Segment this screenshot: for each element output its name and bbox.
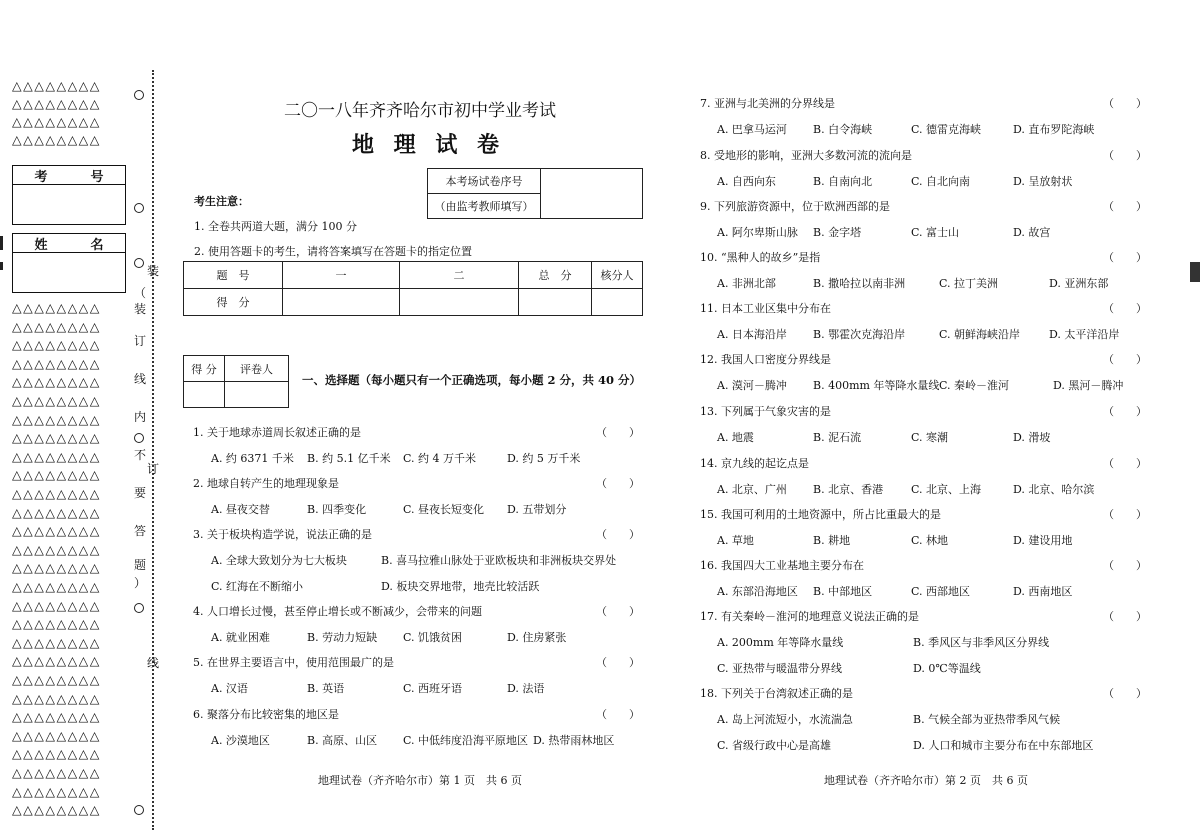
answer-option[interactable]: C. 德雷克海峡 bbox=[911, 123, 982, 136]
question-stem: 10. “黑种人的故乡”是指 bbox=[700, 251, 821, 264]
grader-score-label: 得 分 bbox=[184, 356, 225, 382]
seat-box-label: 本考场试卷序号 bbox=[428, 169, 541, 194]
answer-option[interactable]: D. 北京、哈尔滨 bbox=[1013, 483, 1095, 496]
triangle-row: △△△△△△△△ bbox=[12, 690, 101, 706]
answer-option[interactable]: B. 鄂霍次克海沿岸 bbox=[813, 328, 906, 341]
answer-option[interactable]: C. 秦岭－淮河 bbox=[939, 379, 1010, 392]
question-stem: 16. 我国四大工业基地主要分布在 bbox=[700, 559, 864, 572]
question-stem: 3. 关于板块构造学说，说法正确的是 bbox=[193, 528, 372, 541]
binding-char: 装 bbox=[146, 264, 159, 278]
seat-number-box bbox=[427, 168, 643, 219]
answer-option[interactable]: B. 气候全部为亚热带季风气候 bbox=[913, 713, 1061, 726]
answer-option[interactable]: C. 西班牙语 bbox=[403, 682, 463, 695]
triangle-row: △△△△△△△△ bbox=[12, 337, 101, 353]
question-stem: 18. 下列关于台湾叙述正确的是 bbox=[700, 687, 853, 700]
answer-option[interactable]: C. 拉丁美洲 bbox=[939, 277, 999, 290]
triangle-row: △△△△△△△△ bbox=[12, 430, 101, 446]
question-stem: 17. 有关秦岭－淮河的地理意义说法正确的是 bbox=[700, 610, 919, 623]
answer-bracket[interactable]: （ ） bbox=[1103, 149, 1147, 162]
answer-bracket[interactable]: （ ） bbox=[596, 656, 640, 669]
score-cell[interactable] bbox=[519, 289, 592, 316]
score-cell[interactable] bbox=[283, 289, 400, 316]
answer-option[interactable]: A. 日本海沿岸 bbox=[717, 328, 787, 341]
score-table-header: 题 号 bbox=[184, 262, 283, 289]
answer-option[interactable]: C. 北京、上海 bbox=[911, 483, 982, 496]
grader-name-cell[interactable] bbox=[225, 382, 289, 408]
grader-box bbox=[183, 355, 289, 408]
section-title: 一、选择题（每小题只有一个正确选项，每小题 2 分，共 40 分） bbox=[302, 373, 642, 387]
answer-option[interactable]: C. 约 4 万千米 bbox=[403, 452, 477, 465]
answer-bracket[interactable]: （ ） bbox=[1103, 302, 1147, 315]
answer-option[interactable]: D. 呈放射状 bbox=[1013, 175, 1073, 188]
answer-bracket[interactable]: （ ） bbox=[596, 426, 640, 439]
answer-option[interactable]: C. 省级行政中心是高雄 bbox=[717, 739, 832, 752]
scan-edge-mark bbox=[0, 236, 3, 250]
triangle-row: △△△△△△△△ bbox=[12, 318, 101, 334]
answer-option[interactable]: B. 四季变化 bbox=[307, 503, 367, 516]
question-stem: 13. 下列属于气象灾害的是 bbox=[700, 405, 831, 418]
answer-option[interactable]: A. 阿尔卑斯山脉 bbox=[717, 226, 798, 239]
answer-option[interactable]: D. 0℃等温线 bbox=[913, 662, 981, 675]
answer-option[interactable]: D. 热带雨林地区 bbox=[533, 734, 615, 747]
answer-option[interactable]: A. 沙漠地区 bbox=[211, 734, 270, 747]
answer-option[interactable]: A. 北京、广州 bbox=[717, 483, 787, 496]
answer-option[interactable]: B. 自南向北 bbox=[813, 175, 873, 188]
binding-hole bbox=[134, 90, 144, 100]
answer-option[interactable]: D. 板块交界地带，地壳比较活跃 bbox=[381, 580, 540, 593]
answer-option[interactable]: D. 约 5 万千米 bbox=[507, 452, 581, 465]
answer-bracket[interactable]: （ ） bbox=[596, 477, 640, 490]
answer-option[interactable]: D. 黑河－腾冲 bbox=[1053, 379, 1124, 392]
answer-option[interactable]: B. 白令海峡 bbox=[813, 123, 873, 136]
answer-bracket[interactable]: （ ） bbox=[596, 708, 640, 721]
question-stem: 14. 京九线的起讫点是 bbox=[700, 457, 809, 470]
answer-option[interactable]: C. 寒潮 bbox=[911, 431, 949, 444]
triangle-row: △△△△△△△△ bbox=[12, 486, 101, 501]
answer-option[interactable]: C. 自北向南 bbox=[911, 175, 971, 188]
binding-char: 要 bbox=[133, 486, 146, 500]
triangle-row: △△△△△△△△ bbox=[12, 616, 101, 632]
answer-option[interactable]: D. 太平洋沿岸 bbox=[1049, 328, 1120, 341]
notice-heading: 考生注意： bbox=[194, 195, 249, 208]
answer-option[interactable]: B. 泥石流 bbox=[813, 431, 862, 444]
score-table-header: 核分人 bbox=[592, 262, 643, 289]
answer-bracket[interactable]: （ ） bbox=[1103, 251, 1147, 264]
question-stem: 15. 我国可利用的土地资源中，所占比重最大的是 bbox=[700, 508, 941, 521]
seat-box-field[interactable] bbox=[541, 169, 643, 219]
triangle-row: △△△△△△△△ bbox=[12, 709, 101, 725]
answer-option[interactable]: B. 喜马拉雅山脉处于亚欧板块和非洲板块交界处 bbox=[381, 554, 617, 567]
answer-bracket[interactable]: （ ） bbox=[1103, 457, 1147, 470]
triangle-row: △△△△△△△△ bbox=[12, 114, 101, 129]
answer-option[interactable]: A. 东部沿海地区 bbox=[717, 585, 798, 598]
answer-option[interactable]: B. 劳动力短缺 bbox=[307, 631, 378, 644]
answer-option[interactable]: C. 饥饿贫困 bbox=[403, 631, 463, 644]
answer-bracket[interactable]: （ ） bbox=[1103, 687, 1147, 700]
triangle-row: △△△△△△△△ bbox=[12, 579, 101, 594]
triangle-row: △△△△△△△△ bbox=[12, 783, 101, 799]
triangle-row: △△△△△△△△ bbox=[12, 672, 101, 687]
answer-option[interactable]: A. 漠河－腾冲 bbox=[717, 379, 787, 392]
answer-option[interactable]: D. 滑坡 bbox=[1013, 431, 1051, 444]
answer-bracket[interactable]: （ ） bbox=[1103, 508, 1147, 521]
score-table-header: 总 分 bbox=[519, 262, 592, 289]
answer-option[interactable]: D. 法语 bbox=[507, 682, 545, 695]
subject-title: 地 理 试 卷 bbox=[352, 132, 505, 158]
page-footer: 地理试卷（齐齐哈尔市）第 2 页 共 6 页 bbox=[824, 774, 1028, 787]
triangle-row: △△△△△△△△ bbox=[12, 411, 101, 427]
triangle-row: △△△△△△△△ bbox=[12, 653, 101, 669]
binding-char: 题 bbox=[133, 558, 146, 572]
triangle-row: △△△△△△△△ bbox=[12, 78, 101, 93]
question-stem: 5. 在世界主要语言中，使用范围最广的是 bbox=[193, 656, 394, 669]
answer-bracket[interactable]: （ ） bbox=[596, 528, 640, 541]
scan-edge-mark bbox=[0, 262, 3, 270]
answer-bracket[interactable]: （ ） bbox=[1103, 97, 1147, 110]
triangle-row: △△△△△△△△ bbox=[12, 504, 101, 520]
triangle-row: △△△△△△△△ bbox=[12, 374, 101, 390]
answer-option[interactable]: D. 亚洲东部 bbox=[1049, 277, 1109, 290]
question-stem: 12. 我国人口密度分界线是 bbox=[700, 353, 831, 366]
answer-option[interactable]: A. 200mm 年等降水量线 bbox=[717, 636, 844, 649]
score-table-header: 一 bbox=[283, 262, 400, 289]
grader-label: 评卷人 bbox=[225, 356, 289, 382]
question-stem: 6. 聚落分布比较密集的地区是 bbox=[193, 708, 339, 721]
question-stem: 4. 人口增长过慢，甚至停止增长或不断减少，会带来的问题 bbox=[193, 605, 482, 618]
triangle-row: △△△△△△△△ bbox=[12, 802, 101, 818]
question-stem: 9. 下列旅游资源中，位于欧洲西部的是 bbox=[700, 200, 890, 213]
answer-option[interactable]: A. 汉语 bbox=[211, 682, 248, 695]
score-table-row-label: 得 分 bbox=[184, 289, 283, 316]
binding-char: 不 bbox=[133, 448, 146, 462]
answer-option[interactable]: A. 全球大致划分为七大板块 bbox=[211, 554, 347, 567]
answer-bracket[interactable]: （ ） bbox=[1103, 353, 1147, 366]
binding-char: 线 bbox=[146, 656, 159, 670]
question-stem: 7. 亚洲与北美洲的分界线是 bbox=[700, 97, 835, 110]
exam-number-box[interactable] bbox=[12, 165, 126, 225]
answer-option[interactable]: A. 草地 bbox=[717, 534, 754, 547]
answer-option[interactable]: B. 高原、山区 bbox=[307, 734, 378, 747]
score-table bbox=[183, 261, 643, 316]
answer-bracket[interactable]: （ ） bbox=[596, 605, 640, 618]
notice-item: 1. 全卷共两道大题，满分 100 分 bbox=[194, 220, 357, 233]
answer-bracket[interactable]: （ ） bbox=[1103, 559, 1147, 572]
binding-hole bbox=[134, 203, 144, 213]
exam-number-label: 号 bbox=[90, 169, 104, 185]
answer-bracket[interactable]: （ ） bbox=[1103, 200, 1147, 213]
answer-option[interactable]: B. 耕地 bbox=[813, 534, 851, 547]
question-stem: 11. 日本工业区集中分布在 bbox=[700, 302, 831, 315]
notice-item: 2. 使用答题卡的考生，请将答案填写在答题卡的指定位置 bbox=[194, 245, 472, 258]
answer-option[interactable]: B. 400mm 年等降水量线 bbox=[813, 379, 940, 392]
answer-option[interactable]: B. 季风区与非季风区分界线 bbox=[913, 636, 1050, 649]
answer-option[interactable]: C. 昼夜长短变化 bbox=[403, 503, 485, 516]
question-stem: 2. 地球自转产生的地理现象是 bbox=[193, 477, 339, 490]
page-footer: 地理试卷（齐齐哈尔市）第 1 页 共 6 页 bbox=[318, 774, 522, 787]
answer-option[interactable]: B. 金字塔 bbox=[813, 226, 862, 239]
triangle-row: △△△△△△△△ bbox=[12, 355, 101, 371]
triangle-row: △△△△△△△△ bbox=[12, 467, 101, 483]
answer-option[interactable]: C. 西部地区 bbox=[911, 585, 971, 598]
answer-option[interactable]: D. 直布罗陀海峡 bbox=[1013, 123, 1095, 136]
answer-option[interactable]: A. 地震 bbox=[717, 431, 754, 444]
binding-char: 线 bbox=[133, 372, 146, 386]
binding-hole bbox=[134, 258, 144, 268]
score-table-header: 二 bbox=[400, 262, 519, 289]
triangle-row: △△△△△△△△ bbox=[12, 541, 101, 557]
answer-option[interactable]: D. 五带划分 bbox=[507, 503, 567, 516]
binding-hole bbox=[134, 603, 144, 613]
answer-option[interactable]: D. 住房紧张 bbox=[507, 631, 567, 644]
name-box[interactable] bbox=[12, 233, 126, 293]
seat-box-note: （由监考教师填写） bbox=[428, 194, 541, 219]
triangle-row: △△△△△△△△ bbox=[12, 448, 101, 464]
binding-char: 答 bbox=[133, 524, 146, 538]
binding-hole bbox=[134, 433, 144, 443]
answer-option[interactable]: A. 昼夜交替 bbox=[211, 503, 270, 516]
binding-char: 订 bbox=[133, 334, 146, 348]
answer-option[interactable]: D. 故宫 bbox=[1013, 226, 1051, 239]
score-cell[interactable] bbox=[592, 289, 643, 316]
binding-dotted-line bbox=[152, 70, 154, 830]
binding-char: ） bbox=[133, 576, 146, 590]
scan-edge-mark bbox=[1190, 262, 1200, 282]
binding-char: 装 bbox=[133, 302, 146, 316]
question-stem: 1. 关于地球赤道周长叙述正确的是 bbox=[193, 426, 361, 439]
answer-option[interactable]: D. 建设用地 bbox=[1013, 534, 1073, 547]
answer-option[interactable]: A. 就业困难 bbox=[211, 631, 270, 644]
triangle-row: △△△△△△△△ bbox=[12, 634, 101, 650]
answer-option[interactable]: B. 约 5.1 亿千米 bbox=[307, 452, 391, 465]
binding-char: 内 bbox=[133, 410, 146, 424]
exam-number-label: 考 bbox=[34, 169, 48, 185]
grader-score-cell[interactable] bbox=[184, 382, 225, 408]
triangle-row: △△△△△△△△ bbox=[12, 393, 101, 408]
answer-option[interactable]: A. 自西向东 bbox=[717, 175, 776, 188]
answer-option[interactable]: B. 撒哈拉以南非洲 bbox=[813, 277, 906, 290]
answer-option[interactable]: A. 岛上河流短小，水流湍急 bbox=[717, 713, 853, 726]
answer-option[interactable]: C. 红海在不断缩小 bbox=[211, 580, 304, 593]
answer-option[interactable]: C. 朝鲜海峡沿岸 bbox=[939, 328, 1021, 341]
triangle-row: △△△△△△△△ bbox=[12, 132, 101, 147]
answer-option[interactable]: D. 西南地区 bbox=[1013, 585, 1073, 598]
answer-option[interactable]: B. 英语 bbox=[307, 682, 345, 695]
name-label: 姓 bbox=[34, 237, 48, 253]
triangle-row: △△△△△△△△ bbox=[12, 727, 101, 743]
triangle-row: △△△△△△△△ bbox=[12, 597, 101, 613]
answer-option[interactable]: C. 中低纬度沿海平原地区 bbox=[403, 734, 529, 747]
binding-char: 订 bbox=[146, 462, 159, 476]
answer-option[interactable]: C. 富士山 bbox=[911, 226, 960, 239]
answer-option[interactable]: C. 亚热带与暖温带分界线 bbox=[717, 662, 843, 675]
score-cell[interactable] bbox=[400, 289, 519, 316]
answer-bracket[interactable]: （ ） bbox=[1103, 610, 1147, 623]
question-stem: 8. 受地形的影响，亚洲大多数河流的流向是 bbox=[700, 149, 912, 162]
triangle-row: △△△△△△△△ bbox=[12, 746, 101, 762]
triangle-row: △△△△△△△△ bbox=[12, 300, 101, 315]
triangle-row: △△△△△△△△ bbox=[12, 765, 101, 780]
answer-option[interactable]: B. 北京、香港 bbox=[813, 483, 884, 496]
exam-title: 二〇一八年齐齐哈尔市初中学业考试 bbox=[284, 101, 556, 121]
name-label: 名 bbox=[90, 237, 104, 253]
triangle-row: △△△△△△△△ bbox=[12, 523, 101, 539]
answer-option[interactable]: C. 林地 bbox=[911, 534, 949, 547]
answer-bracket[interactable]: （ ） bbox=[1103, 405, 1147, 418]
answer-option[interactable]: D. 人口和城市主要分布在中东部地区 bbox=[913, 739, 1094, 752]
triangle-row: △△△△△△△△ bbox=[12, 560, 101, 576]
answer-option[interactable]: A. 约 6371 千米 bbox=[211, 452, 294, 465]
answer-option[interactable]: A. 巴拿马运河 bbox=[717, 123, 787, 136]
binding-hole bbox=[134, 805, 144, 815]
triangle-row: △△△△△△△△ bbox=[12, 96, 101, 111]
answer-option[interactable]: A. 非洲北部 bbox=[717, 277, 776, 290]
binding-char: （ bbox=[133, 286, 146, 300]
answer-option[interactable]: B. 中部地区 bbox=[813, 585, 873, 598]
